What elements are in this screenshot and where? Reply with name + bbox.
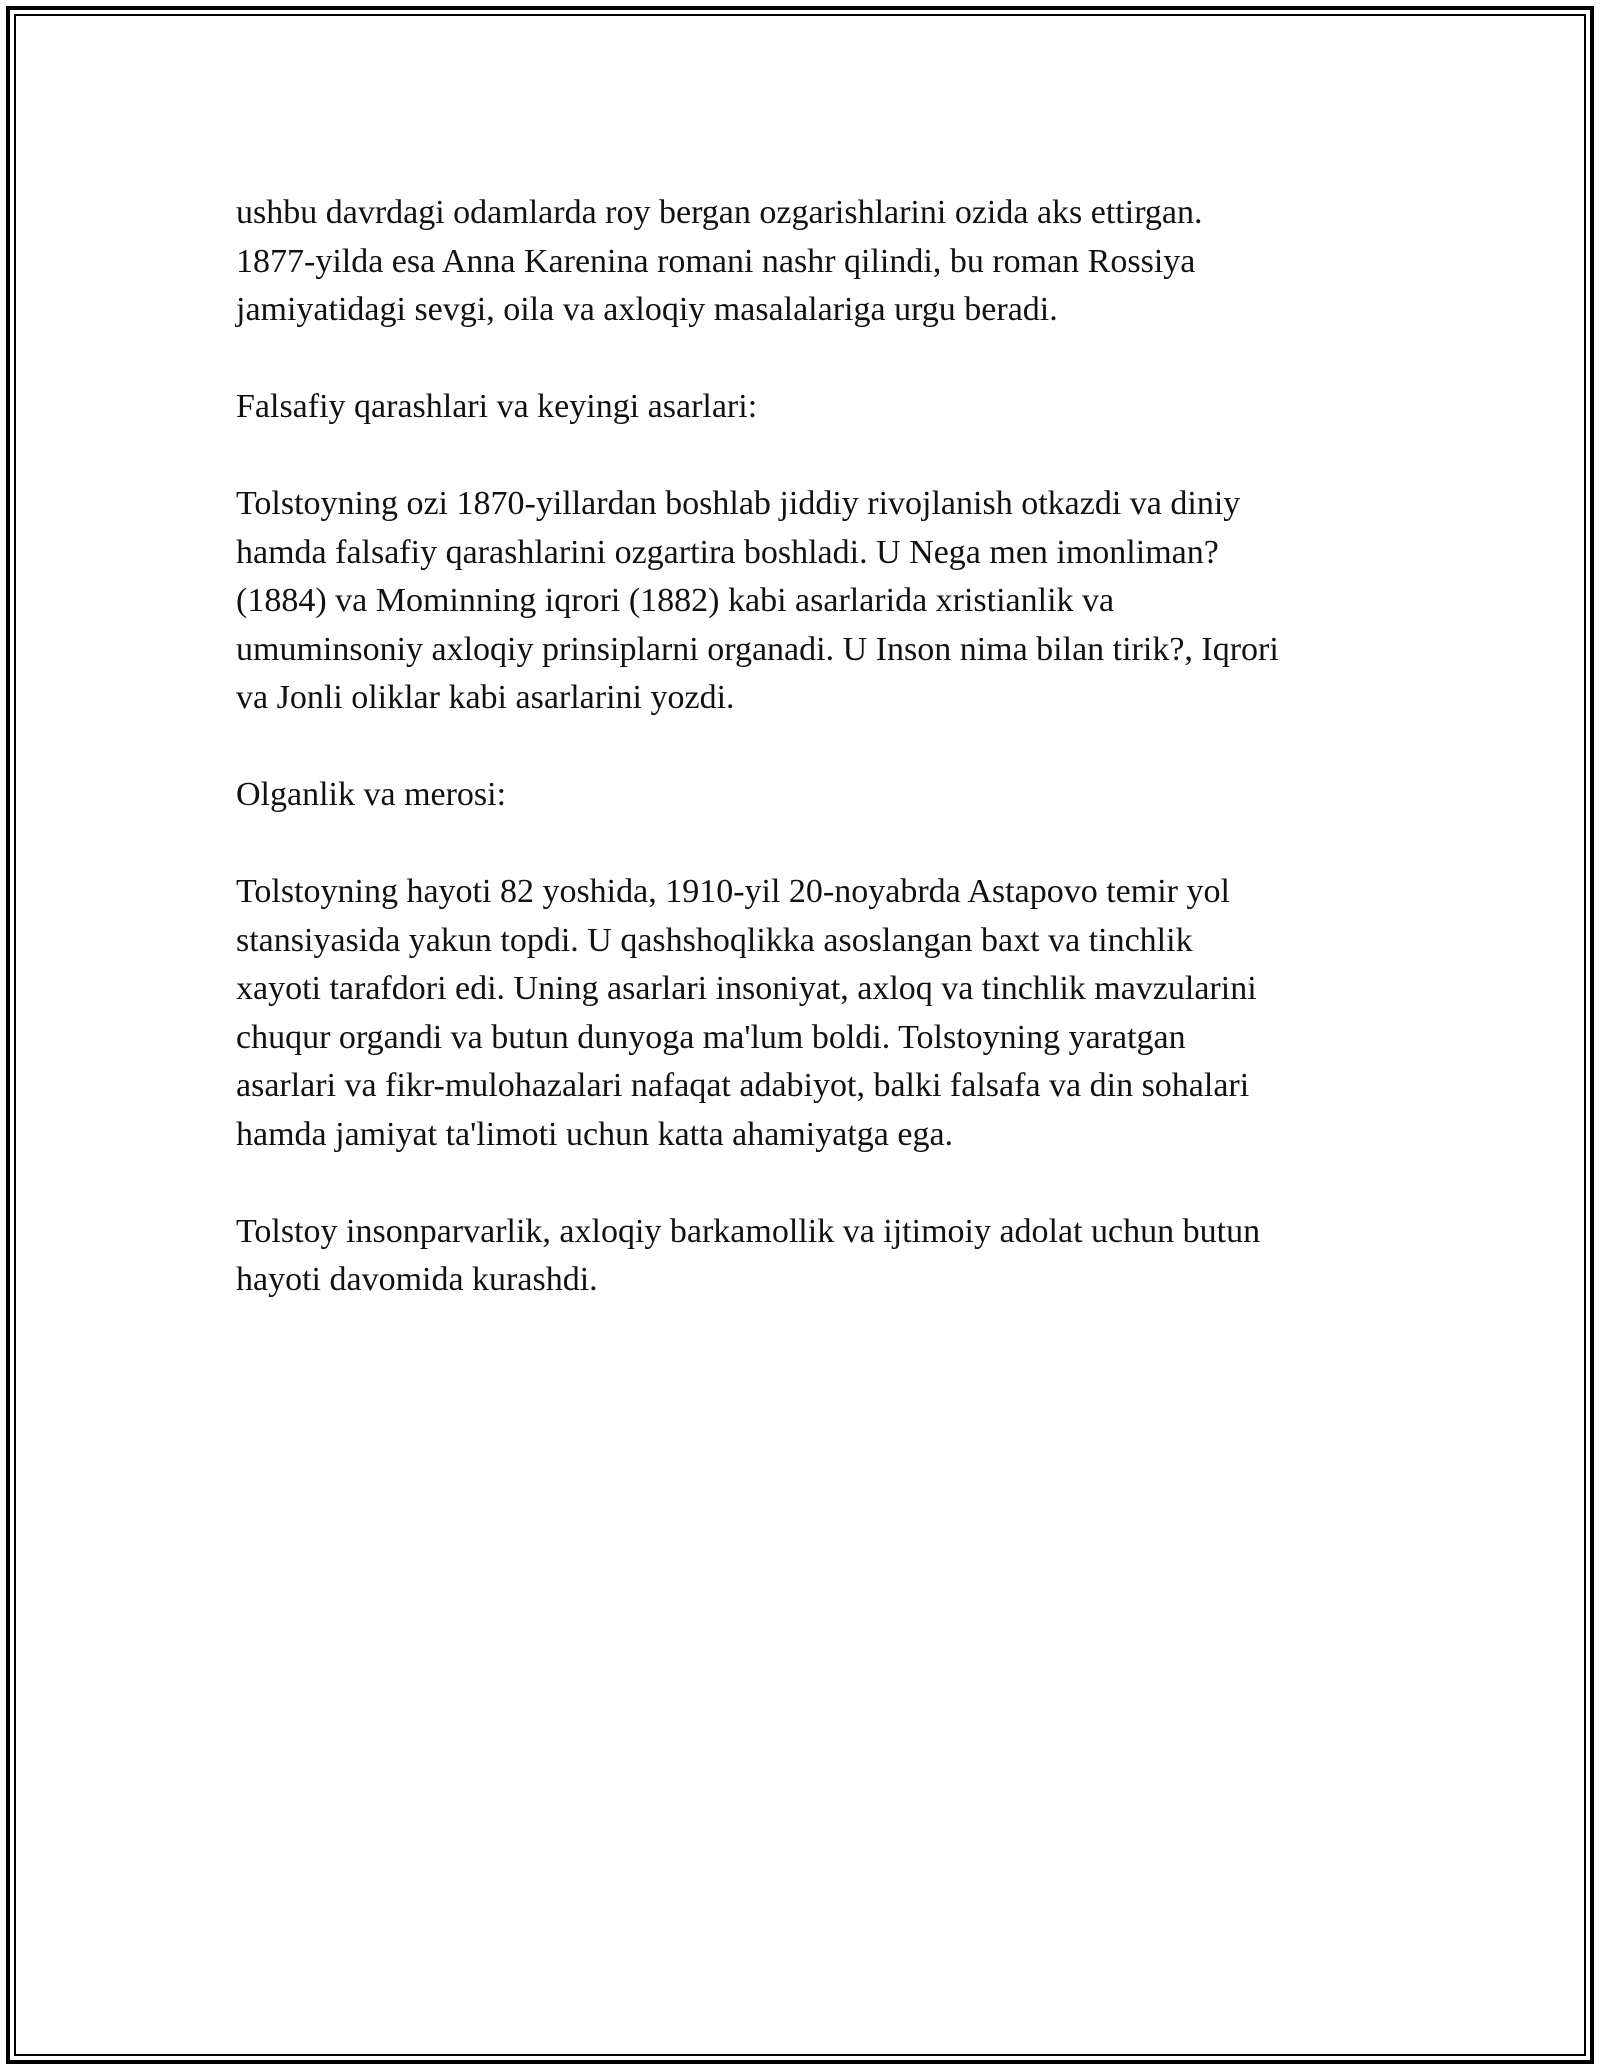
paragraph-death-legacy: Tolstoyning hayoti 82 yoshida, 1910-yil 20-noyabrda Astapovo temir yol stansiyasida yakun topdi. U qashshoqlikka asoslangan baxt va tinchlik xayoti tarafdori edi. Uning asarlari insoniyat, axloq va tinchlik mavzularini chuqur organdi va butun dunyoga ma'lum boldi. Tolstoyning yaratgan asarlari va fikr-mulohazalari nafaqat adabiyot, balki falsafa va din sohalari hamda jamiyat ta'limoti uchun katta ahamiyatga ega. [236,873,1257,1153]
paragraph-intro-continuation: ushbu davrdagi odamlarda roy bergan ozgarishlarini ozida aks ettirgan. 1877-yilda esa Anna Karenina romani nashr qilindi, bu roman Rossiya jamiyatidagi sevgi, oila va axloqiy masalalariga urgu beradi. [236,194,1203,328]
section-heading-philosophy: Falsafiy qarashlari va keyingi asarlari: [236,388,758,425]
document-body [236,189,1386,1353]
paragraph-conclusion: Tolstoy insonparvarlik, axloqiy barkamollik va ijtimoiy adolat uchun butun hayoti davomida kurashdi. [236,1212,1261,1298]
paragraph-philosophy: Tolstoyning ozi 1870-yillardan boshlab jiddiy rivojlanish otkazdi va diniy hamda falsafiy qarashlarini ozgartira boshladi. U Nega men imonliman? (1884) va Mominning iqrori (1882) kabi asarlarida xristianlik va umuminsoniy axloqiy prinsiplarni organadi. U Inson nima bilan tirik?, Iqrori va Jonli oliklar kabi asarlarini yozdi. [236,485,1279,716]
section-heading-death-legacy: Olganlik va merosi: [236,776,507,813]
